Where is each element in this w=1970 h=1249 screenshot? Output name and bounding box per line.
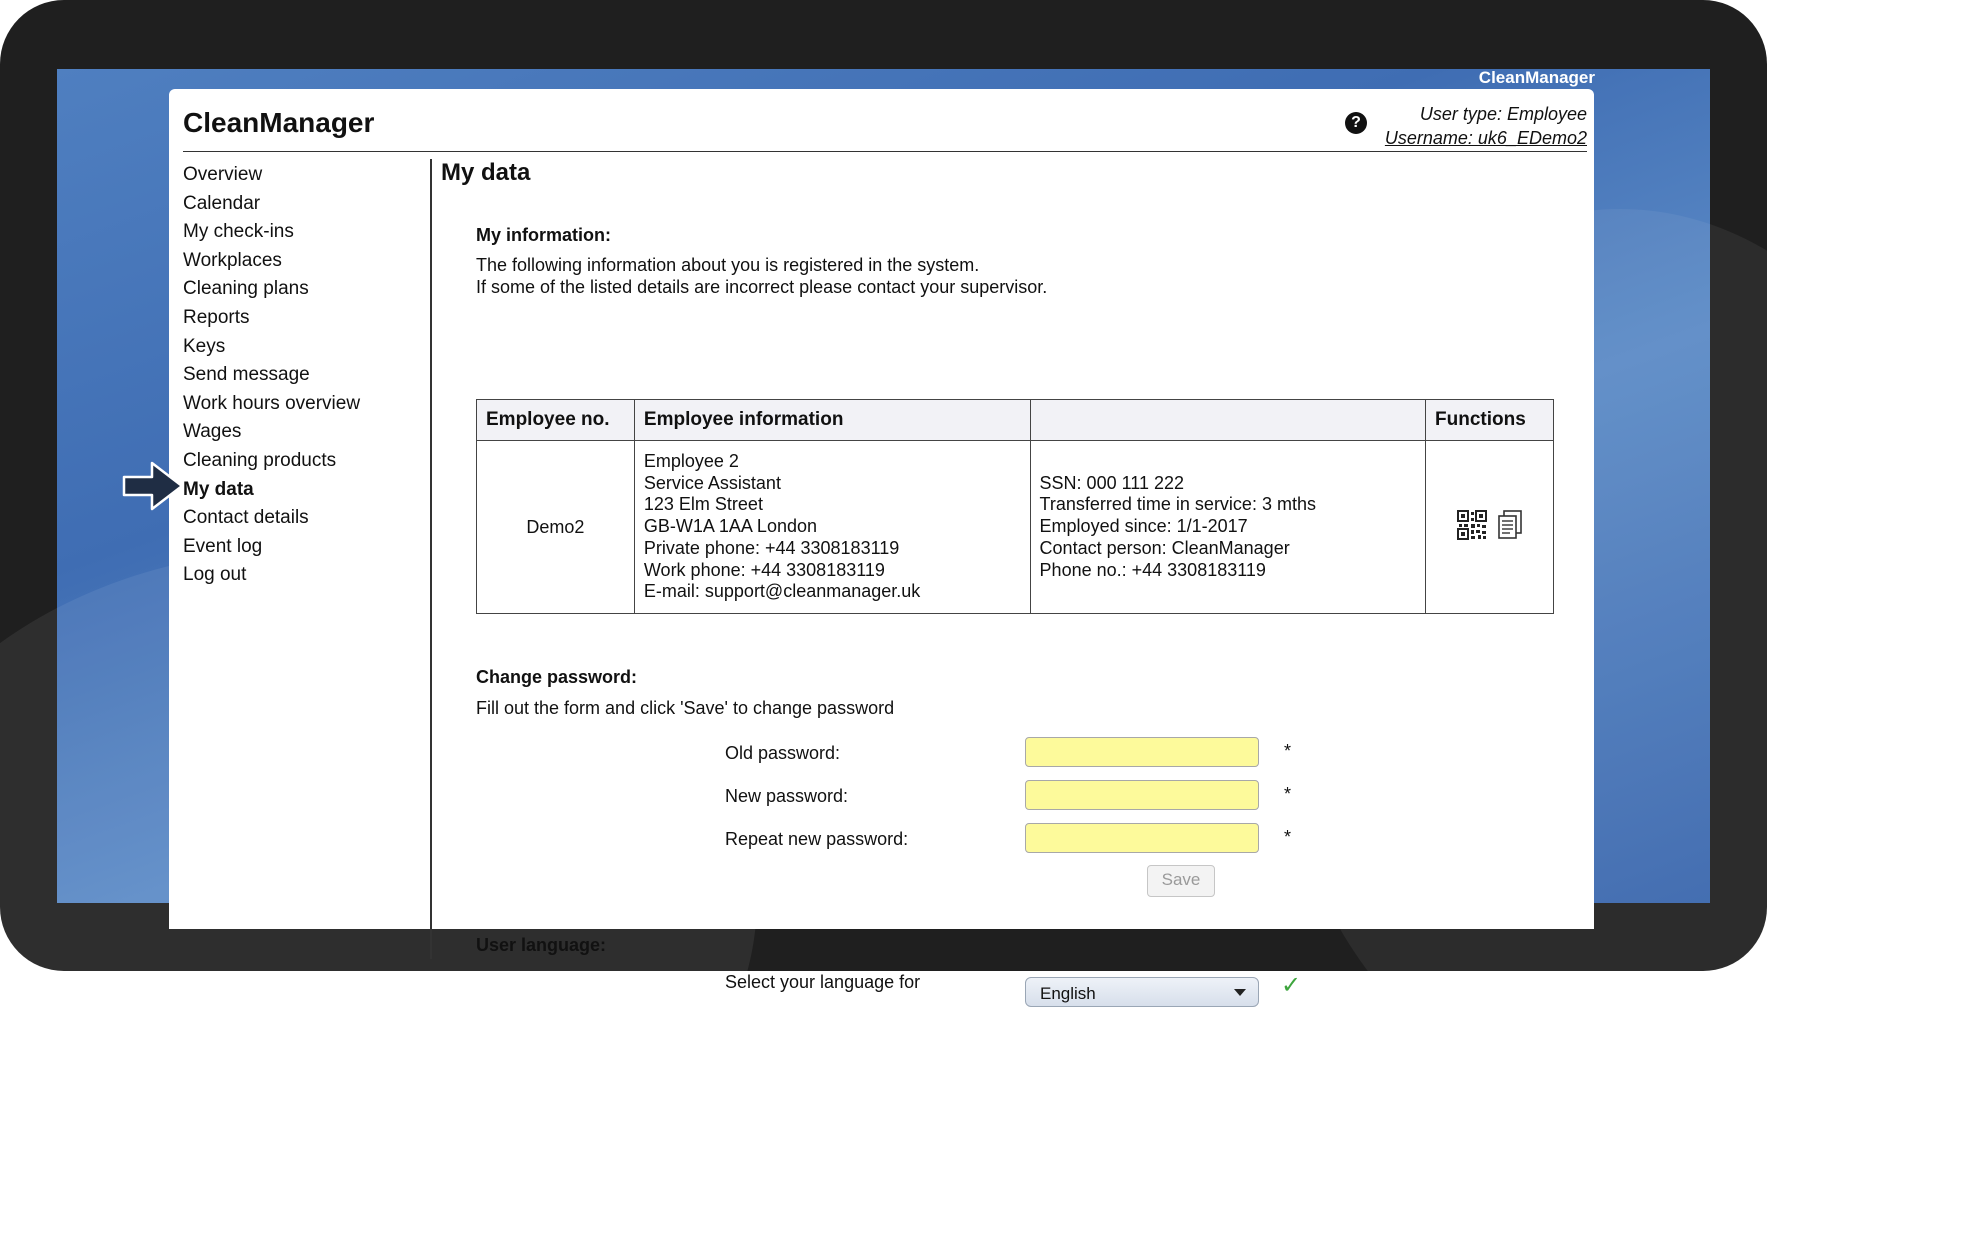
table-row [477,441,1554,614]
sidebar-item-calendar[interactable]: Calendar [183,192,261,214]
sidebar-item-work-hours-overview[interactable]: Work hours overview [183,392,361,414]
sidebar-nav [183,161,423,590]
user-type: User type: Employee [1419,104,1587,124]
th-extra [1030,400,1425,441]
sidebar-item-event-log[interactable]: Event log [183,535,263,557]
info-line: E-mail: support@cleanmanager.uk [643,581,921,602]
language-select-value: English [1040,984,1096,1003]
my-information-text-2: If some of the listed details are incorrect please contact your supervisor. [476,277,1048,297]
cell-employee-no: Demo2 [477,441,635,614]
extra-line: Employed since: 1/1-2017 [1039,516,1248,537]
new-password-input[interactable] [1025,780,1259,810]
new-password-label: New password: [725,786,849,806]
chevron-down-icon [1234,989,1246,996]
cell-functions [1426,441,1554,614]
old-password-label: Old password: [725,743,841,763]
extra-line: Contact person: CleanManager [1039,537,1290,558]
username: Username: uk6_EDemo2 [1384,128,1587,148]
required-mark: * [1284,741,1292,761]
help-icon[interactable]: ? [1345,112,1367,134]
extra-line: SSN: 000 111 222 [1039,472,1184,493]
user-language-heading: User language: [476,935,607,955]
th-employee-information: Employee information [634,400,1030,441]
info-line: GB-W1A 1AA London [643,516,817,537]
sidebar-item-send-message[interactable]: Send message [183,364,310,386]
sidebar-divider [430,159,432,959]
employee-info-table [476,399,1554,614]
cell-extra-information [1030,441,1425,614]
info-line: 123 Elm Street [643,494,763,515]
sidebar-item-reports[interactable]: Reports [183,306,250,328]
sidebar-item-cleaning-products[interactable]: Cleaning products [183,449,337,471]
sidebar-item-workplaces[interactable]: Workplaces [183,249,282,271]
sidebar-item-my-check-ins[interactable]: My check-ins [183,221,294,243]
desktop-screen [57,68,1710,1003]
change-password-instructions: Fill out the form and click 'Save' to change password [476,698,895,718]
change-password-heading: Change password: [476,667,638,687]
sidebar-item-contact-details[interactable]: Contact details [183,507,309,529]
info-line: Work phone: +44 3308183119 [643,559,885,580]
sidebar-item-overview[interactable]: Overview [183,164,263,185]
repeat-password-input[interactable] [1025,823,1259,853]
page-title: My data [441,159,531,186]
table-header-row [477,400,1554,441]
app-title: CleanManager [183,107,375,138]
old-password-input[interactable] [1025,737,1259,767]
info-line: Employee 2 [643,450,739,471]
app-window [169,89,1594,1003]
my-information-heading: My information: [476,225,611,245]
sidebar-item-log-out[interactable]: Log out [183,564,247,586]
th-functions: Functions [1426,400,1554,441]
th-employee-no: Employee no. [477,400,635,441]
checkmark-icon: ✓ [1281,972,1302,999]
user-language-label: Select your language for [725,972,921,992]
sidebar-item-cleaning-plans[interactable]: Cleaning plans [183,278,309,300]
qr-code-icon[interactable] [1457,510,1487,545]
app-header [183,89,1587,152]
sidebar-item-my-data[interactable]: My data [183,478,254,500]
cell-employee-information [634,441,1030,614]
new-password-row [441,780,1541,814]
repeat-password-row [441,823,1541,857]
sidebar-item-keys[interactable]: Keys [183,335,226,357]
sidebar-item-wages[interactable]: Wages [183,421,242,443]
language-select[interactable] [1025,977,1259,1007]
pointer-arrow-icon [122,460,186,512]
extra-line: Transferred time in service: 3 mths [1039,494,1316,515]
extra-line: Phone no.: +44 3308183119 [1039,559,1266,580]
repeat-password-label: Repeat new password: [725,829,909,849]
info-line: Private phone: +44 3308183119 [643,537,900,558]
user-info [1385,102,1587,150]
my-information-text-1: The following information about you is registered in the system. [476,255,980,275]
info-line: Service Assistant [643,472,781,493]
document-icon[interactable] [1497,510,1523,545]
save-button[interactable]: Save [1147,865,1215,897]
required-mark: * [1284,784,1292,804]
required-mark: * [1284,827,1292,847]
topbar-brand: CleanManager [1478,68,1595,87]
old-password-row [441,737,1541,771]
